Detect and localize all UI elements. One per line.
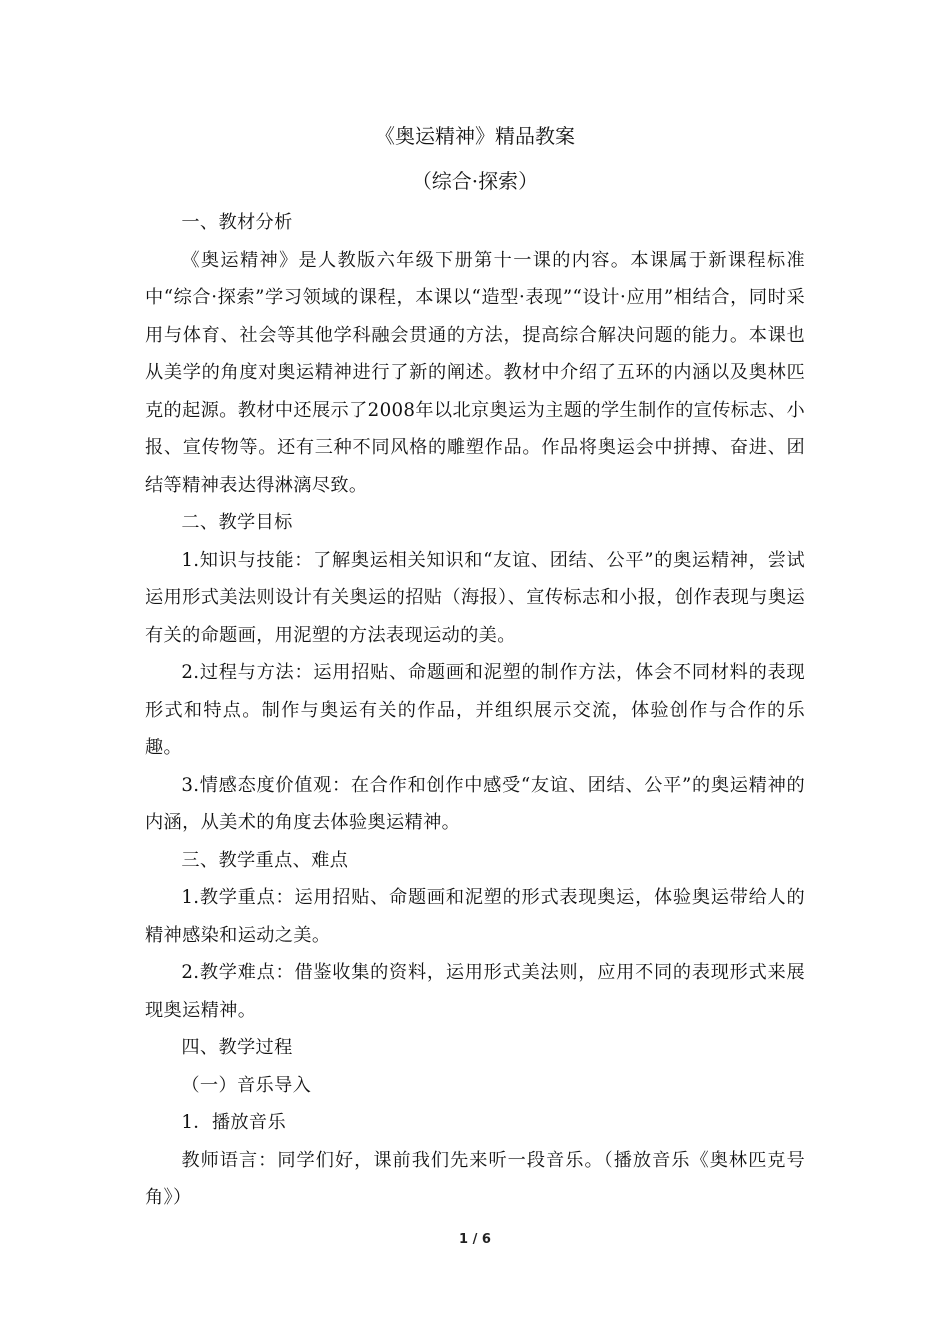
goal-process-methods: 2.过程与方法：运用招贴、命题画和泥塑的制作方法，体会不同材料的表现形式和特点。制作与奥运有关的作品，并组织展示交流，体验创作与合作的乐趣。 (145, 662, 805, 758)
section-heading-key-points: 三、教学重点、难点 (181, 849, 349, 871)
teacher-speech: 教师语言：同学们好，课前我们先来听一段音乐。（播放音乐《奥林匹克号角》） (145, 1149, 805, 1208)
document-page (145, 118, 805, 1217)
goal-emotion-values: 3.情感态度价值观：在合作和创作中感受“友谊、团结、公平”的奥运精神的内涵，从美术的角度去体验奥运精神。 (145, 774, 805, 833)
key-point-difficulty: 2.教学难点：借鉴收集的资料，运用形式美法则，应用不同的表现形式来展现奥运精神。 (145, 962, 805, 1021)
section-heading-teaching-process: 四、教学过程 (181, 1037, 293, 1058)
section-heading-teaching-goals: 二、教学目标 (181, 512, 293, 533)
goal-knowledge-skills: 1.知识与技能：了解奥运相关知识和“友谊、团结、公平”的奥运精神，尝试运用形式美法则设计有关奥运的招贴（海报）、宣传标志和小报，创作表现与奥运有关的命题画，用泥塑的方法表现运动的美。 (145, 549, 805, 646)
document-subtitle: （综合·探索） (411, 169, 539, 193)
page-number: 1 / 6 (459, 1232, 491, 1247)
paragraph-textbook-analysis: 《奥运精神》是人教版六年级下册第十一课的内容。本课属于新课程标准中“综合·探索”学习领域的课程，本课以“造型·表现”“设计·应用”相结合，同时采用与体育、社会等其他学科融会贯通的方法，提高综合解决问题的能力。本课也从美学的角度对奥运精神进行了新的阐述。教材中介绍了五环的内涵以及奥林匹克的起源。教材中还展示了2008年以北京奥运为主题的学生制作的宣传标志、小报、宣传物等。还有三种不同风格的雕塑作品。作品将奥运会中拼搏、奋进、团结等精神表达得淋漓尽致。 (145, 249, 805, 496)
document-title: 《奥运精神》精品教案 (375, 124, 575, 148)
step-play-music: 1．播放音乐 (181, 1112, 286, 1133)
subsection-music-intro: （一）音乐导入 (181, 1074, 312, 1096)
key-point-focus: 1.教学重点：运用招贴、命题画和泥塑的形式表现奥运，体验奥运带给人的精神感染和运动之美。 (145, 887, 805, 946)
section-heading-textbook-analysis: 一、教材分析 (181, 212, 293, 233)
